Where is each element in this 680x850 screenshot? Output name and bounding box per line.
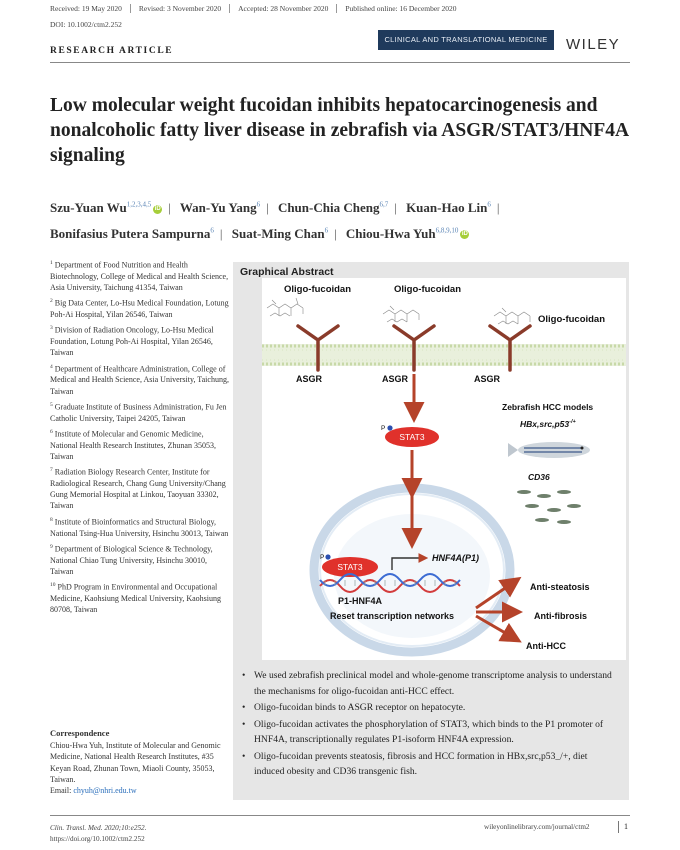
oligo-fucoidan-label: Oligo-fucoidan <box>284 284 352 295</box>
journal-url[interactable]: wileyonlinelibrary.com/journal/ctm2 <box>484 823 590 831</box>
article-type: RESEARCH ARTICLE <box>50 46 174 56</box>
affiliation: $^1$ Department of Food Nutrition and Health Biotechnology, College of Medical and Health Science, Asia University, Taichung 41354, Taiwan <box>50 260 229 293</box>
phosphate-label: P <box>320 554 325 561</box>
cd36-label: CD36 <box>528 472 550 482</box>
correspondence-heading: Correspondence <box>50 728 110 738</box>
citation: Clin. Transl. Med. 2020;10:e252. <box>50 824 147 832</box>
published-date: Published online: 16 December 2020 <box>345 4 457 13</box>
author-separator: | <box>496 200 500 216</box>
author-list <box>50 194 640 245</box>
affiliation: $^8$ Institute of Bioinformatics and Structural Biology, National Tsing-Hua University, Hsinchu 30013, Taiwan <box>50 516 229 538</box>
reset-networks-label: Reset transcription networks <box>330 611 455 621</box>
footer-rule <box>50 815 630 816</box>
author-separator: | <box>394 200 397 216</box>
footer-divider <box>618 821 619 833</box>
author[interactable]: Szu-Yuan Wu$^{1,2,3,4,5}$ iD <box>50 200 161 216</box>
author-separator: | <box>219 225 223 241</box>
author-separator: | <box>266 200 269 216</box>
footer-citation <box>50 823 146 845</box>
revised-date: Revised: 3 November 2020 <box>131 4 230 13</box>
models-list-label: HBx,src,p53-/+ <box>520 419 576 429</box>
author[interactable]: Suat-Ming Chan$^6$ <box>231 225 329 241</box>
author[interactable]: Chun-Chia Cheng$^{6,7}$ <box>277 200 389 216</box>
received-date: Received: 19 May 2020 <box>50 4 131 13</box>
p1-hnf4a-label: P1-HNF4A <box>338 596 383 606</box>
page-number: 1 <box>624 822 628 831</box>
phosphate-label: P <box>381 425 386 432</box>
orcid-icon[interactable]: iD <box>461 231 468 238</box>
header-rule <box>50 62 630 63</box>
asgr-label: ASGR <box>474 374 501 384</box>
key-points-list <box>240 668 620 781</box>
stat3-label: STAT3 <box>337 562 363 572</box>
phosphate-icon <box>387 425 392 430</box>
author[interactable]: Bonifasius Putera Sampurna$^6$ <box>50 225 214 241</box>
affiliation: $^{10}$ PhD Program in Environmental and Occupational Medicine, Kaohsiung Medical University, Kaohsiung 80708, Taiwan <box>50 581 222 615</box>
key-point: • Oligo-fucoidan activates the phosphorylation of STAT3, which binds to the P1 promoter of HNF4A, transcriptionally regulates P1-isoform HNF4A expression. <box>240 717 620 748</box>
author[interactable]: Wan-Yu Yang$^6$ <box>179 200 261 216</box>
anti-fibrosis-label: Anti-fibrosis <box>534 611 587 621</box>
author[interactable]: Chiou-Hwa Yuh$^{6,8,9,10}$ iD <box>345 225 468 241</box>
graphical-abstract-title: Graphical Abstract <box>240 266 334 278</box>
affiliation: $^5$ Graduate Institute of Business Administration, Fu Jen Catholic University, Taipei 24205, Taiwan <box>50 401 227 423</box>
key-point: • We used zebrafish preclinical model and whole-genome transcriptome analysis to understand the mechanisms for oligo-fucoidan anti-HCC effect. <box>240 668 620 699</box>
author-separator: | <box>334 225 337 241</box>
oligo-fucoidan-label: Oligo-fucoidan <box>538 314 606 325</box>
article-title: Low molecular weight fucoidan inhibits hepatocarcinogenesis and nonalcoholic fatty liver disease in zebrafish via ASGR/STAT3/HNF4A signaling <box>50 95 628 166</box>
affiliations <box>50 258 230 618</box>
email-label: Email: <box>50 786 74 796</box>
hnf4a-p1-label: HNF4A(P1) <box>432 553 480 563</box>
key-point: • Oligo-fucoidan binds to ASGR receptor on hepatocyte. <box>240 700 620 716</box>
zebrafish-models-label: Zebrafish HCC models <box>502 402 594 412</box>
author-separator: | <box>168 200 171 216</box>
phosphate-icon <box>325 554 330 559</box>
oligo-fucoidan-label: Oligo-fucoidan <box>394 284 462 295</box>
doi-link[interactable]: https://doi.org/10.1002/ctm2.252 <box>50 835 145 843</box>
key-point: • Oligo-fucoidan prevents steatosis, fibrosis and HCC formation in HBx,src,p53_/+, diet induced obesity and CD36 transgenic fish. <box>240 749 620 780</box>
email-link[interactable]: chyuh@nhri.edu.tw <box>73 786 137 796</box>
affiliation: $^9$ Department of Biological Science & Technology, National Chiao Tung University, Hsinchu 30010, Taiwan <box>50 543 213 576</box>
stat3-label: STAT3 <box>399 432 425 442</box>
author[interactable]: Kuan-Hao Lin$^6$ <box>406 200 491 216</box>
affiliation: $^4$ Department of Healthcare Administration, College of Medical and Health Science, Asia University, Taichung, Taiwan <box>50 363 229 396</box>
publisher-logo: WILEY <box>566 36 621 53</box>
asgr-label: ASGR <box>296 374 323 384</box>
affiliation: $^6$ Institute of Molecular and Genomic Medicine, National Health Research Institutes, Zhunan 35053, Taiwan <box>50 428 216 461</box>
anti-hcc-label: Anti-HCC <box>526 641 566 651</box>
affiliation: $^2$ Big Data Center, Lo-Hsu Medical Foundation, Lotung Poh-Ai Hospital, Yilan 26546, Taiwan <box>50 298 229 320</box>
orcid-icon[interactable]: iD <box>154 205 161 212</box>
anti-steatosis-label: Anti-steatosis <box>530 582 590 592</box>
affiliation: $^7$ Radiation Biology Research Center, Institute for Radiological Research, Chang Gung University/Chang Gung Memorial Hospital at Linkou, Taoyuan 33302, Taiwan <box>50 467 226 511</box>
doi: DOI: 10.1002/ctm2.252 <box>50 20 122 29</box>
accepted-date: Accepted: 28 November 2020 <box>230 4 337 13</box>
graphical-abstract-figure <box>262 278 626 660</box>
correspondence <box>50 728 230 796</box>
journal-banner: CLINICAL AND TRANSLATIONAL MEDICINE <box>378 30 554 50</box>
publication-dates <box>50 4 465 13</box>
correspondence-address: Chiou-Hwa Yuh, Institute of Molecular and Genomic Medicine, National Health Research Institutes, #35 Keyan Road, Zhunan Town, Miaoli County, 35053, Taiwan. <box>50 741 221 784</box>
affiliation: $^3$ Division of Radiation Oncology, Lo-Hsu Medical Foundation, Lotung Poh-Ai Hospital, Yilan 26546, Taiwan <box>50 325 214 358</box>
asgr-label: ASGR <box>382 374 409 384</box>
